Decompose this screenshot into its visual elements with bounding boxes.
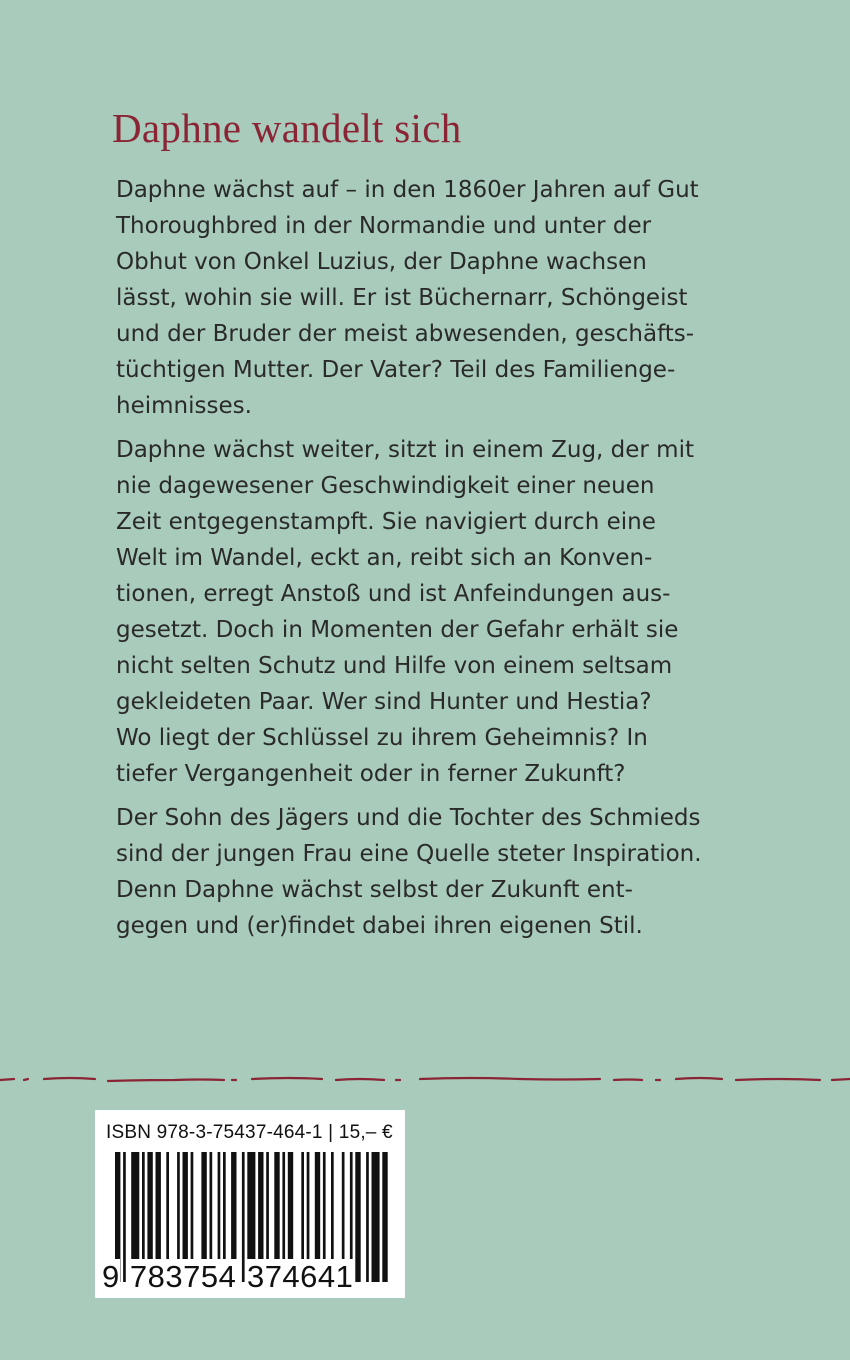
text-line: sind der jungen Frau eine Quelle steter Inspiration. (116, 841, 702, 867)
barcode-bar (372, 1152, 380, 1282)
text-line: tüchtigen Mutter. Der Vater? Teil des Familienge- (116, 357, 676, 383)
barcode-digits-left: 783754 (129, 1259, 237, 1294)
text-line: Der Sohn des Jägers und die Tochter des Schmieds (116, 805, 701, 831)
barcode-bar (355, 1152, 360, 1282)
text-line: Thoroughbred in der Normandie und unter der (116, 213, 652, 239)
text-line: Daphne wächst weiter, sitzt in einem Zug, der mit (116, 437, 694, 463)
text-line: gekleideten Paar. Wer sind Hunter und Hestia? (116, 689, 652, 715)
barcode-bar (382, 1152, 387, 1282)
text-line: gesetzt. Doch in Momenten der Gefahr erhält sie (116, 617, 679, 643)
text-line: heimnisses. (116, 393, 252, 419)
text-line: Welt im Wandel, eckt an, reibt sich an Konven- (116, 545, 653, 571)
blurb-text (116, 172, 716, 952)
text-line: tionen, erregt Anstoß und ist Anfeindungen aus- (116, 581, 671, 607)
barcode-label (95, 1110, 405, 1298)
blurb-paragraph-3 (116, 800, 716, 944)
blurb-paragraph-1 (116, 172, 716, 424)
text-line: Daphne wächst auf – in den 1860er Jahren auf Gut (116, 177, 699, 203)
barcode-bar (366, 1152, 369, 1282)
text-line: nicht selten Schutz und Hilfe von einem seltsam (116, 653, 673, 679)
text-line: Zeit entgegenstampft. Sie navigiert durch eine (116, 509, 656, 535)
barcode-digit-first: 9 (102, 1259, 120, 1294)
book-title: Daphne wandelt sich (112, 105, 462, 151)
barcode-digits-right: 374641 (246, 1259, 354, 1294)
decorative-divider (0, 1068, 850, 1092)
text-line: und der Bruder der meist abwesenden, geschäfts- (116, 321, 695, 347)
isbn-price-line: ISBN 978-3-75437-464-1 | 15,– € (106, 1122, 393, 1143)
text-line: Denn Daphne wächst selbst der Zukunft ent- (116, 877, 633, 903)
blurb-paragraph-2 (116, 432, 716, 792)
barcode-digits (101, 1259, 354, 1295)
text-line: tiefer Vergangenheit oder in ferner Zukunft? (116, 761, 626, 787)
text-line: gegen und (er)findet dabei ihren eigenen Stil. (116, 913, 643, 939)
text-line: nie dagewesener Geschwindigkeit einer neuen (116, 473, 655, 499)
text-line: Obhut von Onkel Luzius, der Daphne wachsen (116, 249, 647, 275)
text-line: Wo liegt der Schlüssel zu ihrem Geheimnis? In (116, 725, 648, 751)
text-line: lässt, wohin sie will. Er ist Büchernarr, Schöngeist (116, 285, 688, 311)
